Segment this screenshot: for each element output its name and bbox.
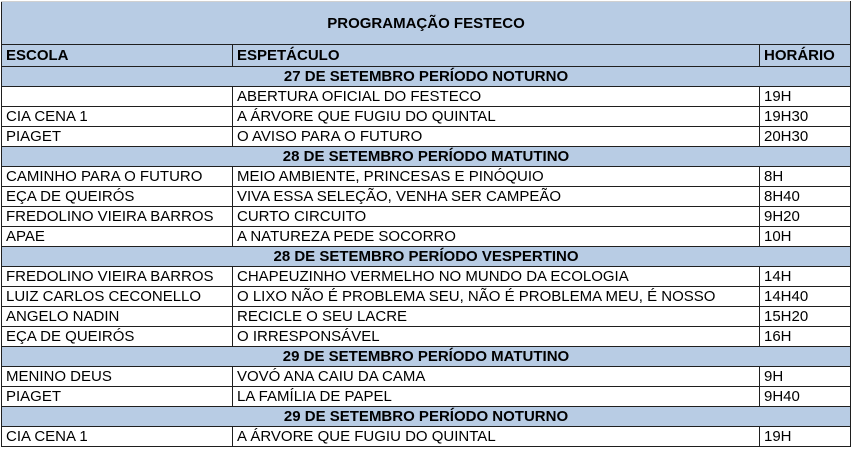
header-row xyxy=(2,45,851,67)
cell-horario: 20H30 xyxy=(760,127,851,147)
schedule-table xyxy=(1,1,851,447)
table-row xyxy=(2,387,851,407)
table-row xyxy=(2,367,851,387)
header-espetaculo: ESPETÁCULO xyxy=(233,45,760,67)
cell-horario: 16H xyxy=(760,327,851,347)
table-row xyxy=(2,167,851,187)
cell-horario: 14H40 xyxy=(760,287,851,307)
cell-horario: 9H20 xyxy=(760,207,851,227)
table-row xyxy=(2,107,851,127)
cell-escola: EÇA DE QUEIRÓS xyxy=(2,187,233,207)
section-label: 28 DE SETEMBRO PERÍODO VESPERTINO xyxy=(2,247,851,267)
table-row xyxy=(2,227,851,247)
table-row xyxy=(2,187,851,207)
cell-espetaculo: A NATUREZA PEDE SOCORRO xyxy=(233,227,760,247)
cell-escola: PIAGET xyxy=(2,387,233,407)
cell-espetaculo: O AVISO PARA O FUTURO xyxy=(233,127,760,147)
cell-horario: 14H xyxy=(760,267,851,287)
table-row xyxy=(2,267,851,287)
section-header-row xyxy=(2,147,851,167)
cell-espetaculo: MEIO AMBIENTE, PRINCESAS E PINÓQUIO xyxy=(233,167,760,187)
cell-espetaculo: CURTO CIRCUITO xyxy=(233,207,760,227)
table-row xyxy=(2,207,851,227)
cell-escola: APAE xyxy=(2,227,233,247)
section-label: 29 DE SETEMBRO PERÍODO MATUTINO xyxy=(2,347,851,367)
cell-horario: 8H xyxy=(760,167,851,187)
cell-escola xyxy=(2,87,233,107)
cell-horario: 19H30 xyxy=(760,107,851,127)
section-label: 28 DE SETEMBRO PERÍODO MATUTINO xyxy=(2,147,851,167)
cell-espetaculo: VIVA ESSA SELEÇÃO, VENHA SER CAMPEÃO xyxy=(233,187,760,207)
table-row xyxy=(2,287,851,307)
section-header-row xyxy=(2,247,851,267)
cell-espetaculo: A ÁRVORE QUE FUGIU DO QUINTAL xyxy=(233,427,760,447)
cell-horario: 9H40 xyxy=(760,387,851,407)
cell-escola: PIAGET xyxy=(2,127,233,147)
table-row xyxy=(2,87,851,107)
cell-espetaculo: O IRRESPONSÁVEL xyxy=(233,327,760,347)
cell-horario: 15H20 xyxy=(760,307,851,327)
cell-espetaculo: ABERTURA OFICIAL DO FESTECO xyxy=(233,87,760,107)
cell-escola: FREDOLINO VIEIRA BARROS xyxy=(2,267,233,287)
table-row xyxy=(2,127,851,147)
header-horario: HORÁRIO xyxy=(760,45,851,67)
section-header-row xyxy=(2,407,851,427)
section-header-row xyxy=(2,347,851,367)
cell-escola: EÇA DE QUEIRÓS xyxy=(2,327,233,347)
cell-horario: 19H xyxy=(760,427,851,447)
cell-escola: CIA CENA 1 xyxy=(2,107,233,127)
cell-espetaculo: LA FAMÍLIA DE PAPEL xyxy=(233,387,760,407)
cell-escola: CIA CENA 1 xyxy=(2,427,233,447)
cell-horario: 9H xyxy=(760,367,851,387)
header-escola: ESCOLA xyxy=(2,45,233,67)
cell-espetaculo: CHAPEUZINHO VERMELHO NO MUNDO DA ECOLOGIA xyxy=(233,267,760,287)
table-row xyxy=(2,327,851,347)
table-row xyxy=(2,427,851,447)
cell-espetaculo: O LIXO NÃO É PROBLEMA SEU, NÃO É PROBLEMA MEU, É NOSSO xyxy=(233,287,760,307)
table-row xyxy=(2,307,851,327)
schedule-body xyxy=(2,2,851,447)
cell-escola: LUIZ CARLOS CECONELLO xyxy=(2,287,233,307)
cell-espetaculo: A ÁRVORE QUE FUGIU DO QUINTAL xyxy=(233,107,760,127)
cell-escola: MENINO DEUS xyxy=(2,367,233,387)
section-label: 27 DE SETEMBRO PERÍODO NOTURNO xyxy=(2,67,851,87)
cell-espetaculo: RECICLE O SEU LACRE xyxy=(233,307,760,327)
cell-horario: 10H xyxy=(760,227,851,247)
page-title: PROGRAMAÇÃO FESTECO xyxy=(2,2,851,45)
title-row xyxy=(2,2,851,45)
cell-escola: FREDOLINO VIEIRA BARROS xyxy=(2,207,233,227)
cell-escola: CAMINHO PARA O FUTURO xyxy=(2,167,233,187)
cell-espetaculo: VOVÓ ANA CAIU DA CAMA xyxy=(233,367,760,387)
cell-escola: ANGELO NADIN xyxy=(2,307,233,327)
section-label: 29 DE SETEMBRO PERÍODO NOTURNO xyxy=(2,407,851,427)
cell-horario: 8H40 xyxy=(760,187,851,207)
cell-horario: 19H xyxy=(760,87,851,107)
section-header-row xyxy=(2,67,851,87)
